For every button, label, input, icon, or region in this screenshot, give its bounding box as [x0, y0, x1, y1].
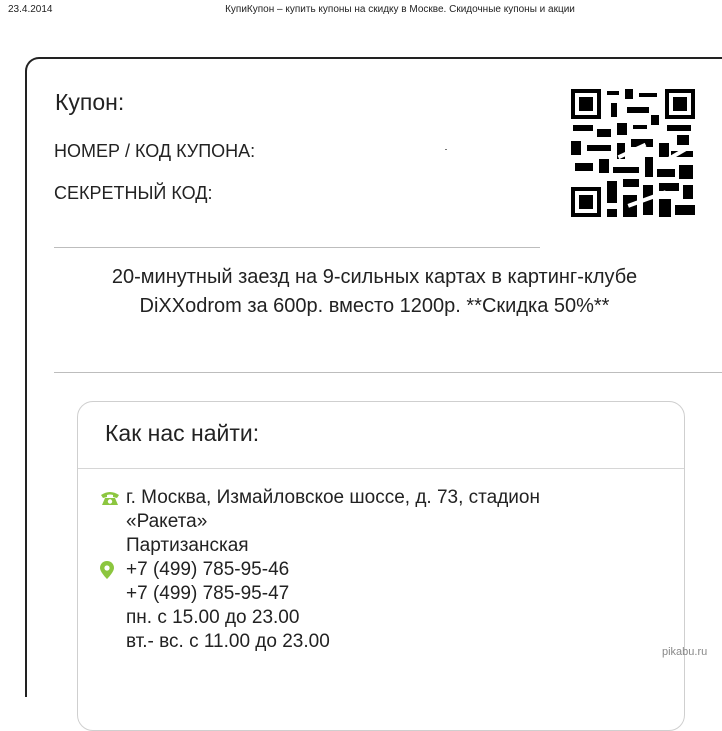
divider [54, 372, 722, 373]
opening-hours: вт.- вс. с 11.00 до 23.00 [126, 631, 330, 652]
coupon-heading: Купон: [55, 89, 125, 115]
print-header [0, 0, 722, 24]
secret-code-label: СЕКРЕТНЫЙ КОД: [54, 183, 213, 203]
divider [54, 247, 540, 248]
location-box [77, 401, 685, 731]
phone-number: +7 (499) 785-95-47 [126, 583, 290, 604]
location-info [98, 486, 658, 654]
metro-station: Партизанская [126, 535, 249, 556]
address-line: г. Москва, Измайловское шоссе, д. 73, стадион [126, 487, 540, 508]
coupon-number-label: НОМЕР / КОД КУПОНА: [54, 141, 256, 161]
phone-icon [98, 486, 126, 510]
phone-number: +7 (499) 785-95-46 [126, 559, 290, 580]
address-row [98, 486, 658, 510]
watermark: pikabu.ru [662, 646, 708, 658]
print-date: 23.4.2014 [8, 4, 53, 15]
location-divider [78, 468, 684, 469]
coupon-card [25, 57, 722, 697]
qr-code-image [567, 85, 699, 221]
coupon-number-value [445, 149, 447, 150]
print-title: КупиКупон – купить купоны на скидку в Москве. Скидочные купоны и акции [225, 4, 575, 15]
location-title: Как нас найти: [105, 420, 260, 446]
map-pin-icon [98, 558, 126, 582]
opening-hours: пн. с 15.00 до 23.00 [126, 607, 300, 628]
offer-description: 20-минутный заезд на 9-сильных картах в картинг-клубе DiXXodrom за 600р. вместо 1200р. **Скидка 50%** [111, 266, 638, 317]
address-line-2: «Ракета» [126, 511, 208, 532]
phone-row [98, 558, 658, 582]
